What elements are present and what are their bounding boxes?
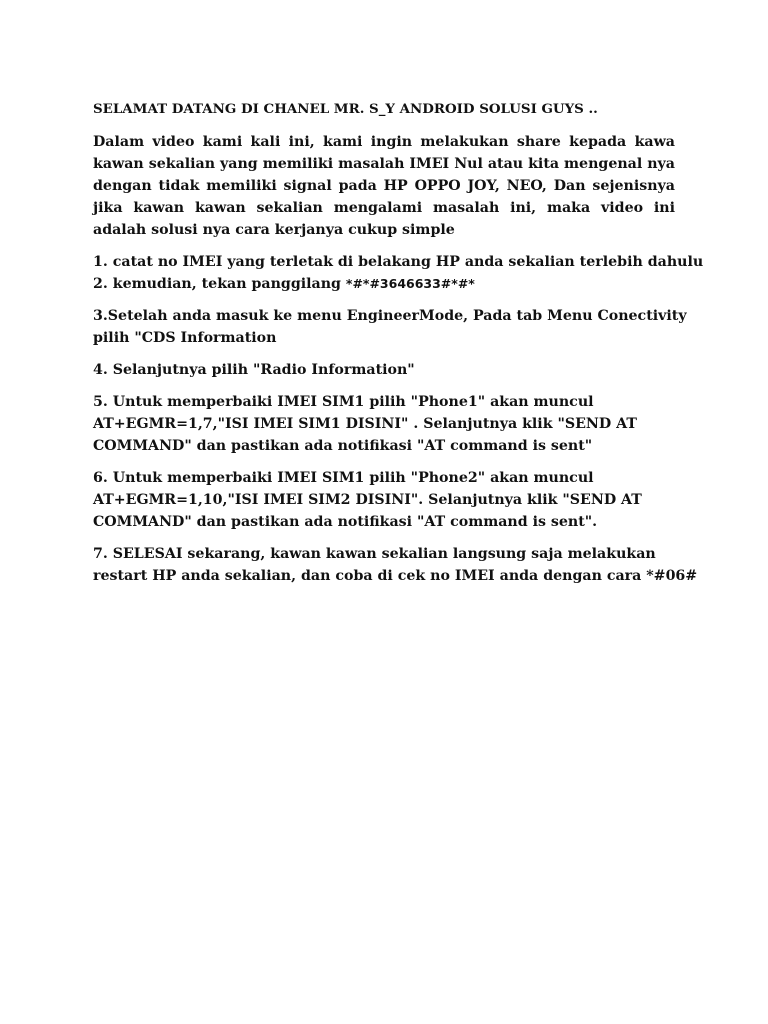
step-7-line-1: 7. SELESAI sekarang, kawan kawan sekalian langsung saja melakukan xyxy=(93,546,656,562)
step-1: 1. catat no IMEI yang terletak di belakang HP anda sekalian terlebih dahulu xyxy=(93,254,704,270)
step-3-line-1: 3.Setelah anda masuk ke menu EngineerMode, Pada tab Menu Conectivity xyxy=(93,308,687,324)
document-title: SELAMAT DATANG DI CHANEL MR. S_Y ANDROID SOLUSI GUYS .. xyxy=(93,101,598,117)
dial-code: *#*#3646633#*#* xyxy=(345,276,475,291)
step-6-line-3: COMMAND" dan pastikan ada notifikasi "AT command is sent". xyxy=(93,514,598,530)
intro-paragraph: Dalam video kami kali ini, kami ingin melakukan share kepada kawa kawan sekalian yang memiliki masalah IMEI Nul atau kita mengenal nya dengan tidak memiliki signal pada HP OPPO JOY, NEO, Dan sejenisnya jika kawan kawan sekalian mengalami masalah ini, maka video ini adalah solusi nya cara kerjanya cukup simple xyxy=(93,134,675,238)
step-6-line-2: AT+EGMR=1,10,"ISI IMEI SIM2 DISINI". Selanjutnya klik "SEND AT xyxy=(93,492,642,508)
step-5-line-3: COMMAND" dan pastikan ada notifikasi "AT command is sent" xyxy=(93,438,593,454)
step-3 xyxy=(93,305,687,349)
steps-1-2 xyxy=(93,251,704,295)
step-5 xyxy=(93,391,675,457)
step-2-text: 2. kemudian, tekan panggilang xyxy=(93,276,346,292)
step-6-line-1: 6. Untuk memperbaiki IMEI SIM1 pilih "Phone2" akan muncul xyxy=(93,470,594,486)
step-7-line-2: restart HP anda sekalian, dan coba di cek no IMEI anda dengan cara *#06# xyxy=(93,568,698,584)
document-page xyxy=(93,98,704,597)
step-7 xyxy=(93,543,698,587)
step-5-line-2: AT+EGMR=1,7,"ISI IMEI SIM1 DISINI" . Selanjutnya klik "SEND AT xyxy=(93,416,637,432)
step-6 xyxy=(93,467,675,533)
step-2 xyxy=(93,273,675,295)
step-4 xyxy=(93,359,675,381)
step-4-line-1: 4. Selanjutnya pilih "Radio Information" xyxy=(93,362,415,378)
step-5-line-1: 5. Untuk memperbaiki IMEI SIM1 pilih "Phone1" akan muncul xyxy=(93,394,594,410)
step-3-line-2: pilih "CDS Information xyxy=(93,330,277,346)
